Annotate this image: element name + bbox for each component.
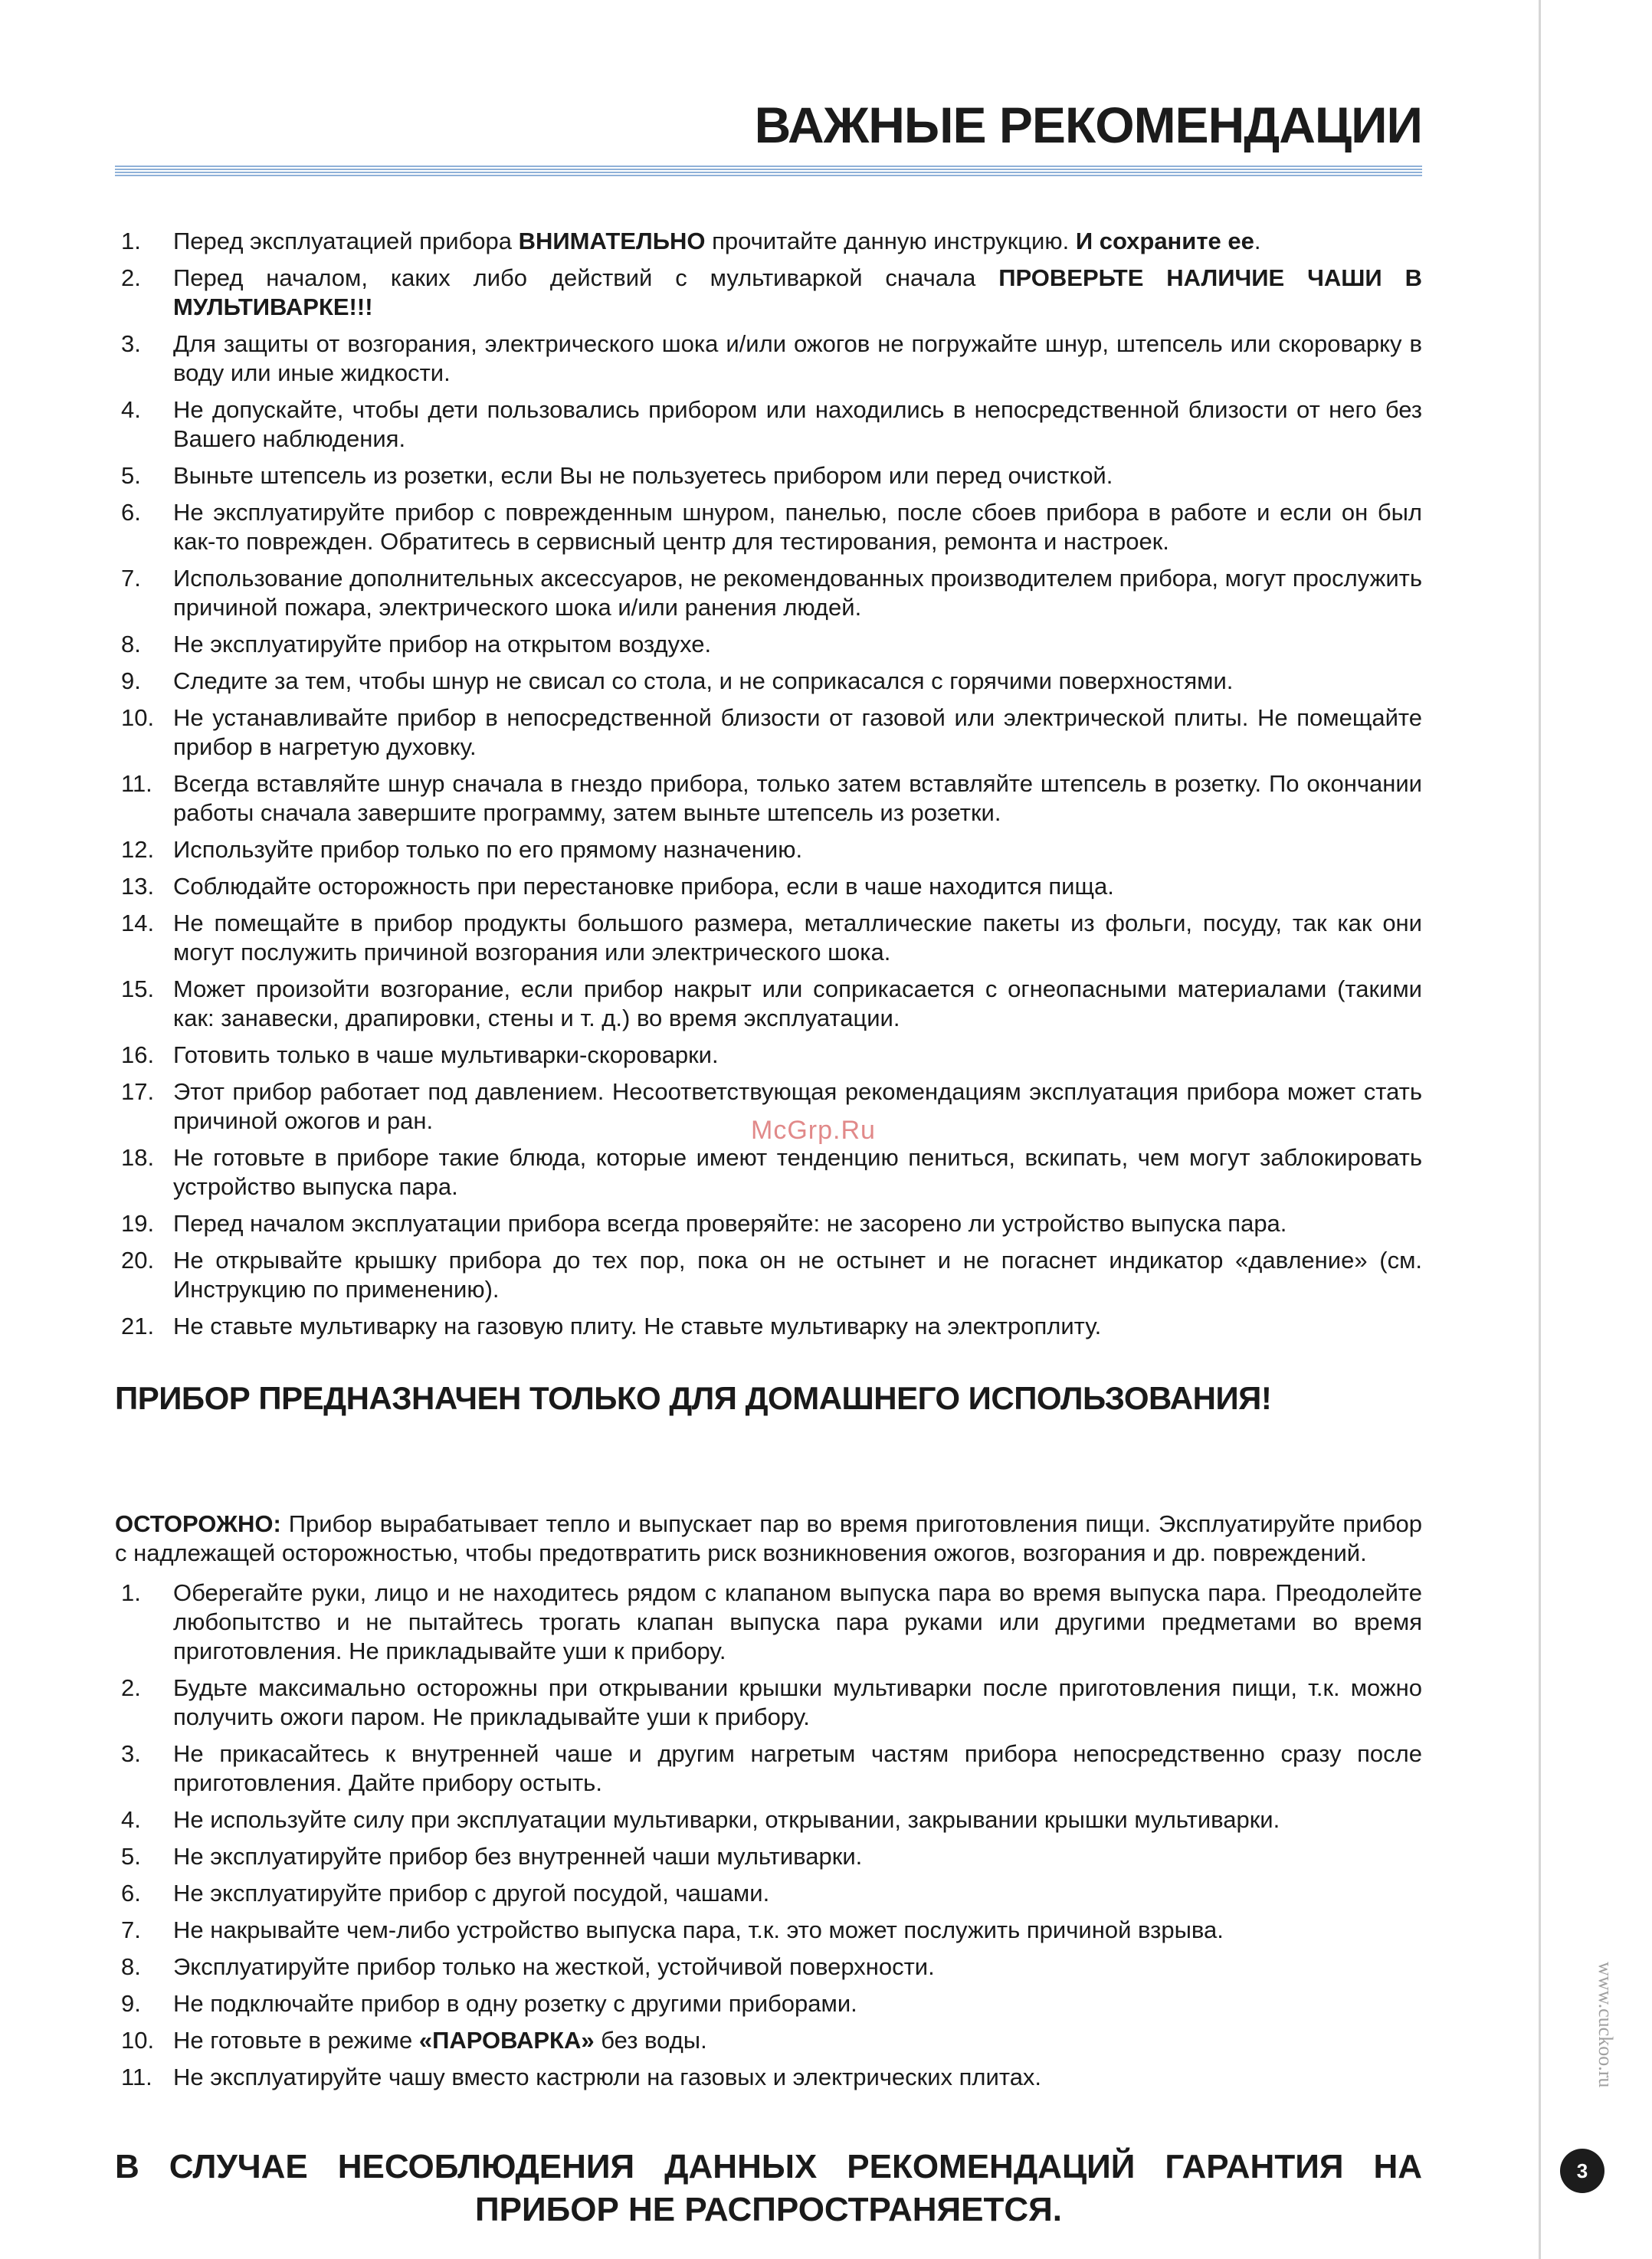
list-item <box>115 330 1422 388</box>
item-text: Эксплуатируйте прибор только на жесткой, устойчивой поверхности. <box>173 1953 935 1980</box>
item-number: 5. <box>121 1843 141 1870</box>
item-text: Всегда вставляйте шнур сначала в гнездо прибора, только затем вставляйте штепсель в розетку. По окончании работы сначала завершите программу, затем выньте штепсель из розетки. <box>173 770 1422 826</box>
list-item <box>115 975 1422 1033</box>
item-text: Не устанавливайте прибор в непосредственной близости от газовой или электрической плиты. Не помещайте прибор в нагретую духовку. <box>173 704 1422 760</box>
list-item <box>115 2026 1422 2055</box>
item-text: Не эксплуатируйте прибор без внутренней чаши мультиварки. <box>173 1843 863 1870</box>
list-item <box>115 630 1422 659</box>
home-use-banner: ПРИБОР ПРЕДНАЗНАЧЕН ТОЛЬКО ДЛЯ ДОМАШНЕГО ИСПОЛЬЗОВАНИЯ! <box>115 1380 1272 1416</box>
page-title: ВАЖНЫЕ РЕКОМЕНДАЦИИ <box>754 97 1422 153</box>
item-text: Не прикасайтесь к внутренней чаше и другим нагретым частям прибора непосредственно сразу после приготовления. Дайте прибору остыть. <box>173 1740 1422 1796</box>
item-text: Будьте максимально осторожны при открывании крышки мультиварки после приготовления пищи, т.к. можно получить ожоги паром. Не прикладывайте уши к прибору. <box>173 1674 1422 1730</box>
title-underline <box>115 166 1422 176</box>
item-text: . <box>1254 228 1261 254</box>
item-text: Следите за тем, чтобы шнур не свисал со стола, и не соприкасался с горячими поверхностями. <box>173 667 1234 694</box>
list-item <box>115 1739 1422 1798</box>
item-number: 7. <box>121 565 141 592</box>
item-number: 3. <box>121 1740 141 1767</box>
item-number: 1. <box>121 228 141 254</box>
item-number: 5. <box>121 462 141 489</box>
list-item <box>115 1674 1422 1732</box>
item-text: прочитайте данную инструкцию. <box>705 228 1076 254</box>
list-item <box>115 1143 1422 1202</box>
warranty-banner <box>115 2146 1422 2231</box>
item-text: без воды. <box>594 2027 707 2054</box>
list-item <box>115 498 1422 556</box>
item-text: Не помещайте в прибор продукты большого размера, металлические пакеты из фольги, посуду, так как они могут послужить причиной возгорания или электрического шока. <box>173 910 1422 966</box>
item-text: Может произойти возгорание, если прибор накрыт или соприкасается с огнеопасными материалами (такими как: занавески, драпировки, стены и т. д.) во время эксплуатации. <box>173 975 1422 1031</box>
item-number: 2. <box>121 1674 141 1701</box>
item-number: 15. <box>121 975 155 1002</box>
item-number: 2. <box>121 264 141 291</box>
site-url: www.cuckoo.ru <box>1595 1962 1617 2088</box>
item-text: Не используйте силу при эксплуатации мультиварки, открывании, закрывании крышки мультиварки. <box>173 1806 1280 1833</box>
list-item <box>115 909 1422 967</box>
item-text: Этот прибор работает под давлением. Несоответствующая рекомендациям эксплуатация прибора может стать причиной ожогов и ран. <box>173 1078 1422 1134</box>
list-item <box>115 1879 1422 1908</box>
item-text: Не эксплуатируйте чашу вместо кастрюли на газовых и электрических плитах. <box>173 2064 1042 2090</box>
item-text-bold: И сохраните ее <box>1075 228 1254 254</box>
list-item <box>115 1209 1422 1238</box>
item-number: 9. <box>121 667 141 694</box>
caution-label: ОСТОРОЖНО: <box>115 1510 281 1537</box>
item-text: Не ставьте мультиварку на газовую плиту. Не ставьте мультиварку на электроплиту. <box>173 1313 1102 1339</box>
item-number: 4. <box>121 396 141 423</box>
item-number: 7. <box>121 1916 141 1943</box>
list-item <box>115 1952 1422 1982</box>
item-number: 20. <box>121 1247 155 1274</box>
item-text: Соблюдайте осторожность при перестановке прибора, если в чаше находится пища. <box>173 873 1114 900</box>
item-number: 8. <box>121 631 141 657</box>
item-number: 11. <box>121 770 152 797</box>
item-number: 8. <box>121 1953 141 1980</box>
caution-text: Прибор вырабатывает тепло и выпускает пар во время приготовления пищи. Эксплуатируйте прибор с надлежащей осторожностью, чтобы предотвратить риск возникновения ожогов, возгорания и др. повреждений. <box>115 1510 1422 1566</box>
item-text: Не открывайте крышку прибора до тех пор, пока он не остынет и не погаснет индикатор «давление» (см. Инструкцию по применению). <box>173 1247 1422 1303</box>
list-item <box>115 227 1422 256</box>
list-item <box>115 564 1422 622</box>
item-text: Готовить только в чаше мультиварки-скороварки. <box>173 1041 719 1068</box>
list-item <box>115 264 1422 322</box>
warranty-banner-line-1: В СЛУЧАЕ НЕСОБЛЮДЕНИЯ ДАННЫХ РЕКОМЕНДАЦИЙ ГАРАНТИЯ НА <box>115 2148 1422 2185</box>
item-text: Использование дополнительных аксессуаров, не рекомендованных производителем прибора, могут прослужить причиной пожара, электрического шока и/или ранения людей. <box>173 565 1422 621</box>
item-text: Для защиты от возгорания, электрического шока и/или ожогов не погружайте шнур, штепсель или скороварку в воду или иные жидкости. <box>173 330 1422 386</box>
recommendations-list <box>115 227 1422 1349</box>
list-item <box>115 395 1422 454</box>
item-text: Перед началом, каких либо действий с мультиваркой сначала <box>173 264 999 291</box>
item-text: Используйте прибор только по его прямому назначению. <box>173 836 803 863</box>
item-text-bold: ПРОВЕРЬТЕ НАЛИЧИЕ ЧАШИ В МУЛЬТИВАРКЕ!!! <box>173 264 1422 320</box>
caution-list <box>115 1579 1422 2100</box>
item-text: Не накрывайте чем-либо устройство выпуска пара, т.к. это может послужить причиной взрыва. <box>173 1916 1224 1943</box>
page-number: 3 <box>1560 2149 1604 2193</box>
item-text: Не эксплуатируйте прибор с поврежденным шнуром, панелью, после сбоев прибора в работе и если он был как-то поврежден. Обратитесь в сервисный центр для тестирования, ремонта и настроек. <box>173 499 1422 555</box>
item-number: 17. <box>121 1078 155 1105</box>
item-number: 6. <box>121 499 141 526</box>
list-item <box>115 1579 1422 1666</box>
item-number: 14. <box>121 910 155 936</box>
item-text-bold: «ПАРОВАРКА» <box>418 2027 595 2054</box>
list-item <box>115 667 1422 696</box>
item-number: 3. <box>121 330 141 357</box>
item-text-bold: ВНИМАТЕЛЬНО <box>518 228 706 254</box>
list-item <box>115 1842 1422 1871</box>
list-item <box>115 1805 1422 1834</box>
list-item <box>115 1246 1422 1304</box>
item-number: 16. <box>121 1041 155 1068</box>
list-item <box>115 872 1422 901</box>
list-item <box>115 2063 1422 2092</box>
list-item <box>115 835 1422 864</box>
list-item <box>115 703 1422 762</box>
item-text: Выньте штепсель из розетки, если Вы не пользуетесь прибором или перед очисткой. <box>173 462 1113 489</box>
item-number: 10. <box>121 2027 155 2054</box>
page-edge-rule <box>1539 0 1541 2259</box>
list-item <box>115 461 1422 490</box>
item-text: Перед началом эксплуатации прибора всегда проверяйте: не засорено ли устройство выпуска пара. <box>173 1210 1287 1237</box>
item-number: 4. <box>121 1806 141 1833</box>
list-item <box>115 1041 1422 1070</box>
item-text: Не эксплуатируйте прибор на открытом воздухе. <box>173 631 712 657</box>
item-text: Не готовьте в режиме <box>173 2027 419 2054</box>
list-item <box>115 1312 1422 1341</box>
caution-paragraph <box>115 1510 1422 1568</box>
watermark: McGrp.Ru <box>751 1116 876 1145</box>
item-number: 13. <box>121 873 155 900</box>
item-number: 21. <box>121 1313 155 1339</box>
item-number: 18. <box>121 1144 155 1171</box>
item-number: 11. <box>121 2064 152 2090</box>
item-text: Не эксплуатируйте прибор с другой посудой, чашами. <box>173 1880 770 1907</box>
item-text: Не допускайте, чтобы дети пользовались прибором или находились в непосредственной близости от него без Вашего наблюдения. <box>173 396 1422 452</box>
item-number: 9. <box>121 1990 141 2017</box>
item-number: 10. <box>121 704 155 731</box>
list-item <box>115 1989 1422 2018</box>
list-item <box>115 769 1422 828</box>
item-text: Оберегайте руки, лицо и не находитесь рядом с клапаном выпуска пара во время выпуска пара. Преодолейте любопытство и не пытайтесь трогать клапан выпуска пара руками или другими предметами во время приготовления. Не прикладывайте уши к прибору. <box>173 1579 1422 1664</box>
item-text: Перед эксплуатацией прибора <box>173 228 519 254</box>
item-text: Не готовьте в приборе такие блюда, которые имеют тенденцию пениться, вскипать, чем могут заблокировать устройство выпуска пара. <box>173 1144 1422 1200</box>
item-number: 19. <box>121 1210 155 1237</box>
warranty-banner-line-2: ПРИБОР НЕ РАСПРОСТРАНЯЕТСЯ. <box>475 2191 1062 2228</box>
list-item <box>115 1916 1422 1945</box>
item-number: 12. <box>121 836 155 863</box>
item-text: Не подключайте прибор в одну розетку с другими приборами. <box>173 1990 857 2017</box>
item-number: 1. <box>121 1579 141 1606</box>
item-number: 6. <box>121 1880 141 1907</box>
